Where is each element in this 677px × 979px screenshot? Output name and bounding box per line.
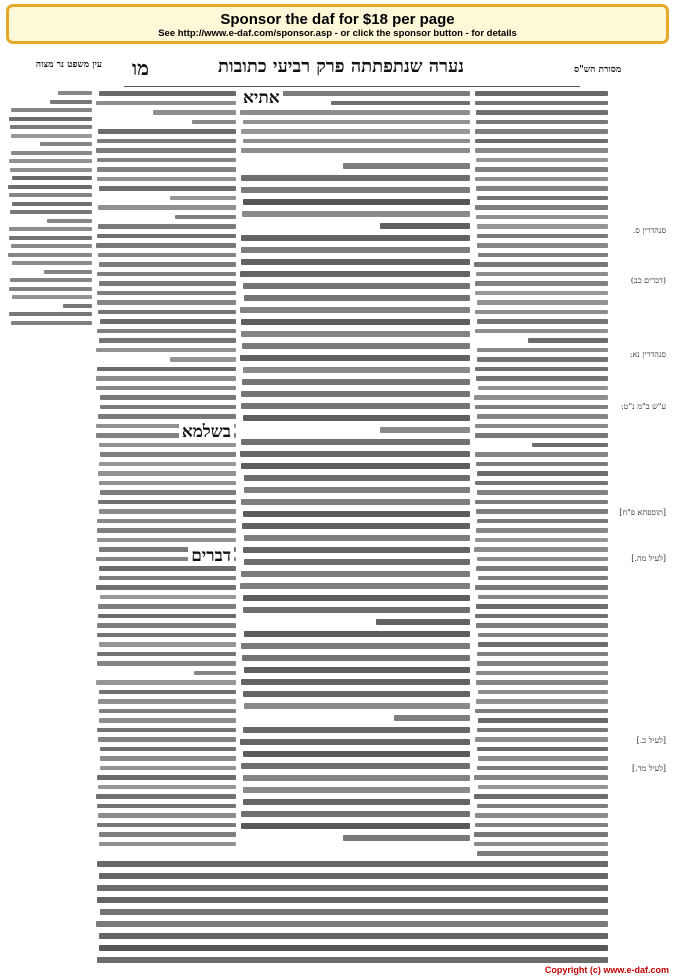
text-line [10,278,92,282]
text-line [475,310,608,315]
text-line [99,481,236,486]
text-line [528,338,608,343]
text-line [99,842,236,847]
text-line [243,283,470,289]
text-line [331,101,470,106]
ein-mishpat-column [8,88,92,328]
text-line [474,794,608,799]
text-line [475,329,608,334]
text-line [99,832,236,837]
text-line [343,163,470,169]
text-line [478,718,608,723]
text-line [12,202,92,206]
text-line [12,261,92,265]
page-header-title: נערה שנתפתתה פרק רביעי כתובות [217,56,465,77]
text-line [97,519,236,524]
text-line [175,215,236,220]
text-line [241,235,470,241]
text-line [99,462,236,467]
text-line [476,186,608,191]
text-line [244,535,470,541]
text-line [477,557,608,562]
text-line [376,619,471,625]
text-line [476,376,608,381]
text-line [477,728,608,733]
text-line [97,823,236,828]
text-line [97,804,236,809]
daf-number: מו [132,56,149,80]
text-line [97,291,236,296]
text-line [477,224,608,229]
text-line [8,185,92,189]
text-line [97,538,236,543]
text-line [475,823,608,828]
text-line [242,211,470,217]
ein-mishpat-text [8,88,92,328]
text-line [98,737,236,742]
text-line [153,110,236,115]
text-line [243,511,470,517]
text-line [475,148,608,153]
text-line [241,679,470,685]
text-line [475,614,608,619]
text-line [97,728,236,733]
text-line [475,177,608,182]
text-line [380,223,470,229]
text-line [97,139,236,144]
text-line [475,91,608,96]
text-line [244,667,470,673]
text-line [96,585,236,590]
text-line [475,433,608,438]
text-line [243,751,470,757]
text-line [97,661,236,666]
text-line [58,91,92,95]
text-line [240,451,470,457]
text-line [9,287,92,291]
gemara-bottom-text [96,858,608,966]
text-line [477,766,608,771]
text-line [241,247,470,253]
text-line [99,281,236,286]
text-line [96,148,236,153]
text-line [478,785,608,790]
text-line [477,747,608,752]
text-line [475,291,608,296]
text-line [475,139,608,144]
text-line [380,427,470,433]
text-line [97,367,236,372]
text-line [475,709,608,714]
text-line [194,671,236,676]
text-line [99,262,236,267]
text-line [478,633,608,638]
text-line [476,528,608,533]
text-line [98,224,236,229]
text-line [99,509,236,514]
tosafot-top-band [240,88,470,156]
text-line [97,329,236,334]
text-line [97,897,608,903]
gemara-column [240,160,470,850]
text-line [96,921,608,927]
text-line [100,756,236,761]
text-line [476,120,608,125]
text-line [241,129,470,134]
text-line [100,405,236,410]
text-line [99,718,236,723]
margin-ref: [לעיל כ.] [636,736,666,745]
mesoret-hashas-column [610,88,670,848]
text-line [243,547,470,553]
text-line [9,236,92,240]
text-line [241,148,470,153]
text-line [244,559,470,565]
text-line [475,813,608,818]
text-line [476,110,608,115]
margin-ref: [תוספתא פ"ח] [619,508,666,517]
text-line [474,395,608,400]
sponsor-banner-title: Sponsor the daf for $18 per page [220,11,455,28]
text-line [241,391,470,397]
text-line [97,652,236,657]
text-line [63,304,92,308]
text-line [99,338,236,343]
text-line [476,671,608,676]
text-line [97,623,236,628]
text-line [98,785,236,790]
text-line [243,727,470,733]
tosafot-text [96,88,236,848]
text-line [244,487,470,493]
sponsor-banner[interactable] [6,4,669,44]
text-line [476,623,608,628]
text-line [11,321,92,325]
rashi-column [474,88,608,858]
text-line [241,571,470,577]
text-line [478,253,608,258]
text-line [99,933,608,939]
text-line [10,168,92,172]
text-line [97,528,236,533]
text-line [478,386,608,391]
text-line [11,134,92,138]
rashi-text [474,88,608,858]
text-line [100,395,236,400]
text-line [243,367,470,373]
text-line [241,763,470,769]
text-line [9,312,92,316]
text-line [241,499,470,505]
text-line [9,227,92,231]
text-line [476,462,608,467]
text-line [241,463,470,469]
text-line [243,595,470,601]
text-line [243,787,470,793]
text-line [96,794,236,799]
text-line [98,614,236,619]
text-line [98,129,236,134]
text-line [240,110,470,115]
text-line [476,158,608,163]
text-line [100,452,236,457]
margin-ref: ע"ש ב"מ נ"ט: [620,402,666,411]
text-line [532,443,608,448]
text-line [98,500,236,505]
text-line [243,415,470,421]
text-line [477,357,608,362]
text-line [97,158,236,163]
text-line [241,187,470,193]
text-line [100,747,236,752]
text-line [243,139,470,144]
text-line [243,799,470,805]
text-line [99,443,236,448]
text-line [100,490,236,495]
text-line [242,655,470,661]
text-line [475,737,608,742]
text-line [240,307,470,313]
text-line [477,243,608,248]
text-line [97,633,236,638]
gemara-text [240,160,470,850]
text-line [478,576,608,581]
text-line [394,715,470,721]
text-line [50,100,92,104]
text-line [98,471,236,476]
dibur-atya: אתיא [240,88,283,108]
text-line [11,151,92,155]
text-line [98,414,236,419]
text-line [99,690,236,695]
text-line [241,823,470,829]
text-line [241,643,470,649]
text-line [477,414,608,419]
text-line [99,566,237,571]
tosafot-column [96,88,236,848]
text-line [99,186,236,191]
margin-ref: סנהדרין נא: [629,350,666,359]
text-line [241,175,470,181]
text-line [240,739,470,745]
text-line [476,604,608,609]
text-line [244,475,470,481]
text-line [96,243,236,248]
text-line [476,680,608,685]
text-line [100,909,608,915]
text-line [99,873,608,879]
margin-ref: (דברים כב) [630,276,666,285]
gemara-bottom-block [96,858,608,966]
text-line [243,691,470,697]
text-line [475,281,608,286]
text-line [98,310,236,315]
text-line [97,885,608,891]
text-line [476,509,608,514]
sponsor-banner-subtitle: See http://www.e-daf.com/sponsor.asp - or click the sponsor button - for details [158,28,517,39]
text-line [170,196,236,201]
text-line [474,547,608,552]
text-line [478,642,608,647]
text-line [98,699,236,704]
text-line [241,403,470,409]
ein-mishpat-heading: עין משפט נר מצוה [35,60,102,70]
text-line [475,405,608,410]
text-line [242,379,470,385]
text-line [11,108,92,112]
text-line [11,244,92,248]
text-line [477,234,608,239]
text-line [243,775,470,781]
text-line [475,538,608,543]
text-line [97,167,236,172]
text-line [96,101,236,106]
text-line [476,699,608,704]
text-line [477,319,608,324]
text-line [477,196,608,201]
text-line [478,690,608,695]
text-line [12,176,92,180]
text-line [96,386,236,391]
text-line [241,439,470,445]
text-line [97,861,608,867]
text-line [98,813,236,818]
text-line [99,576,236,581]
text-line [240,355,470,361]
text-line [474,262,608,267]
text-line [192,120,236,125]
text-line [100,766,236,771]
text-line [100,319,236,324]
text-line [98,604,236,609]
text-line [241,319,470,325]
text-line [474,842,608,847]
text-line [478,595,608,600]
text-line [99,642,236,647]
text-line [477,348,608,353]
text-line [478,756,608,761]
text-line [12,295,92,299]
text-line [9,159,92,163]
header-rule [124,86,580,87]
mesoret-hashas-heading: מסורת הש"ס [574,65,622,75]
text-line [40,142,92,146]
text-line [47,219,92,223]
text-line [98,205,236,210]
text-line [477,300,608,305]
text-line [475,101,608,106]
margin-ref: [לעיל מד.] [631,764,666,773]
text-line [477,519,608,524]
text-line [9,193,92,197]
text-line [343,835,470,841]
text-line [98,253,236,258]
text-line [475,585,608,590]
text-line [96,680,236,685]
text-line [475,424,608,429]
text-line [243,607,470,613]
text-line [240,583,470,589]
copyright-notice: Copyright (c) www.e-daf.com [544,965,669,975]
text-line [244,295,470,301]
text-line [170,357,236,362]
text-line [474,775,608,780]
text-line [477,661,608,666]
text-line [8,253,92,257]
text-line [475,167,608,172]
text-line [99,91,236,96]
text-line [97,177,236,182]
dibur-beshalma: בשלמא [179,422,234,442]
text-line [99,945,608,951]
text-line [475,481,608,486]
text-line [474,832,608,837]
text-line [97,234,236,239]
text-line [10,210,92,214]
text-line [477,490,608,495]
text-line [97,272,236,277]
text-line [244,703,470,709]
text-line [477,804,608,809]
text-line [475,367,608,372]
text-line [97,957,608,963]
text-line [44,270,92,274]
talmud-page [4,50,672,970]
dibur-devarim: דברים [188,546,234,566]
text-line [477,471,608,476]
text-line [477,851,608,856]
text-line [243,120,470,125]
text-line [476,566,608,571]
text-line [476,272,608,277]
text-line [241,811,470,817]
text-line [240,271,470,277]
text-line [242,523,470,529]
text-line [241,331,470,337]
text-line [96,348,236,353]
text-line [97,775,236,780]
text-line [100,595,236,600]
text-line [475,452,608,457]
text-line [476,215,608,220]
margin-ref: סנהדרין ס. [632,226,666,235]
text-line [475,205,608,210]
text-line [9,117,92,121]
text-line [244,631,470,637]
text-line [242,343,470,349]
text-line [99,709,236,714]
text-line [475,129,608,134]
text-line [477,652,608,657]
text-line [243,199,470,205]
text-line [475,500,608,505]
text-line [97,300,236,305]
margin-ref: [לעיל מה.] [631,554,666,563]
text-line [96,376,236,381]
text-line [241,259,470,265]
text-line [10,125,92,129]
